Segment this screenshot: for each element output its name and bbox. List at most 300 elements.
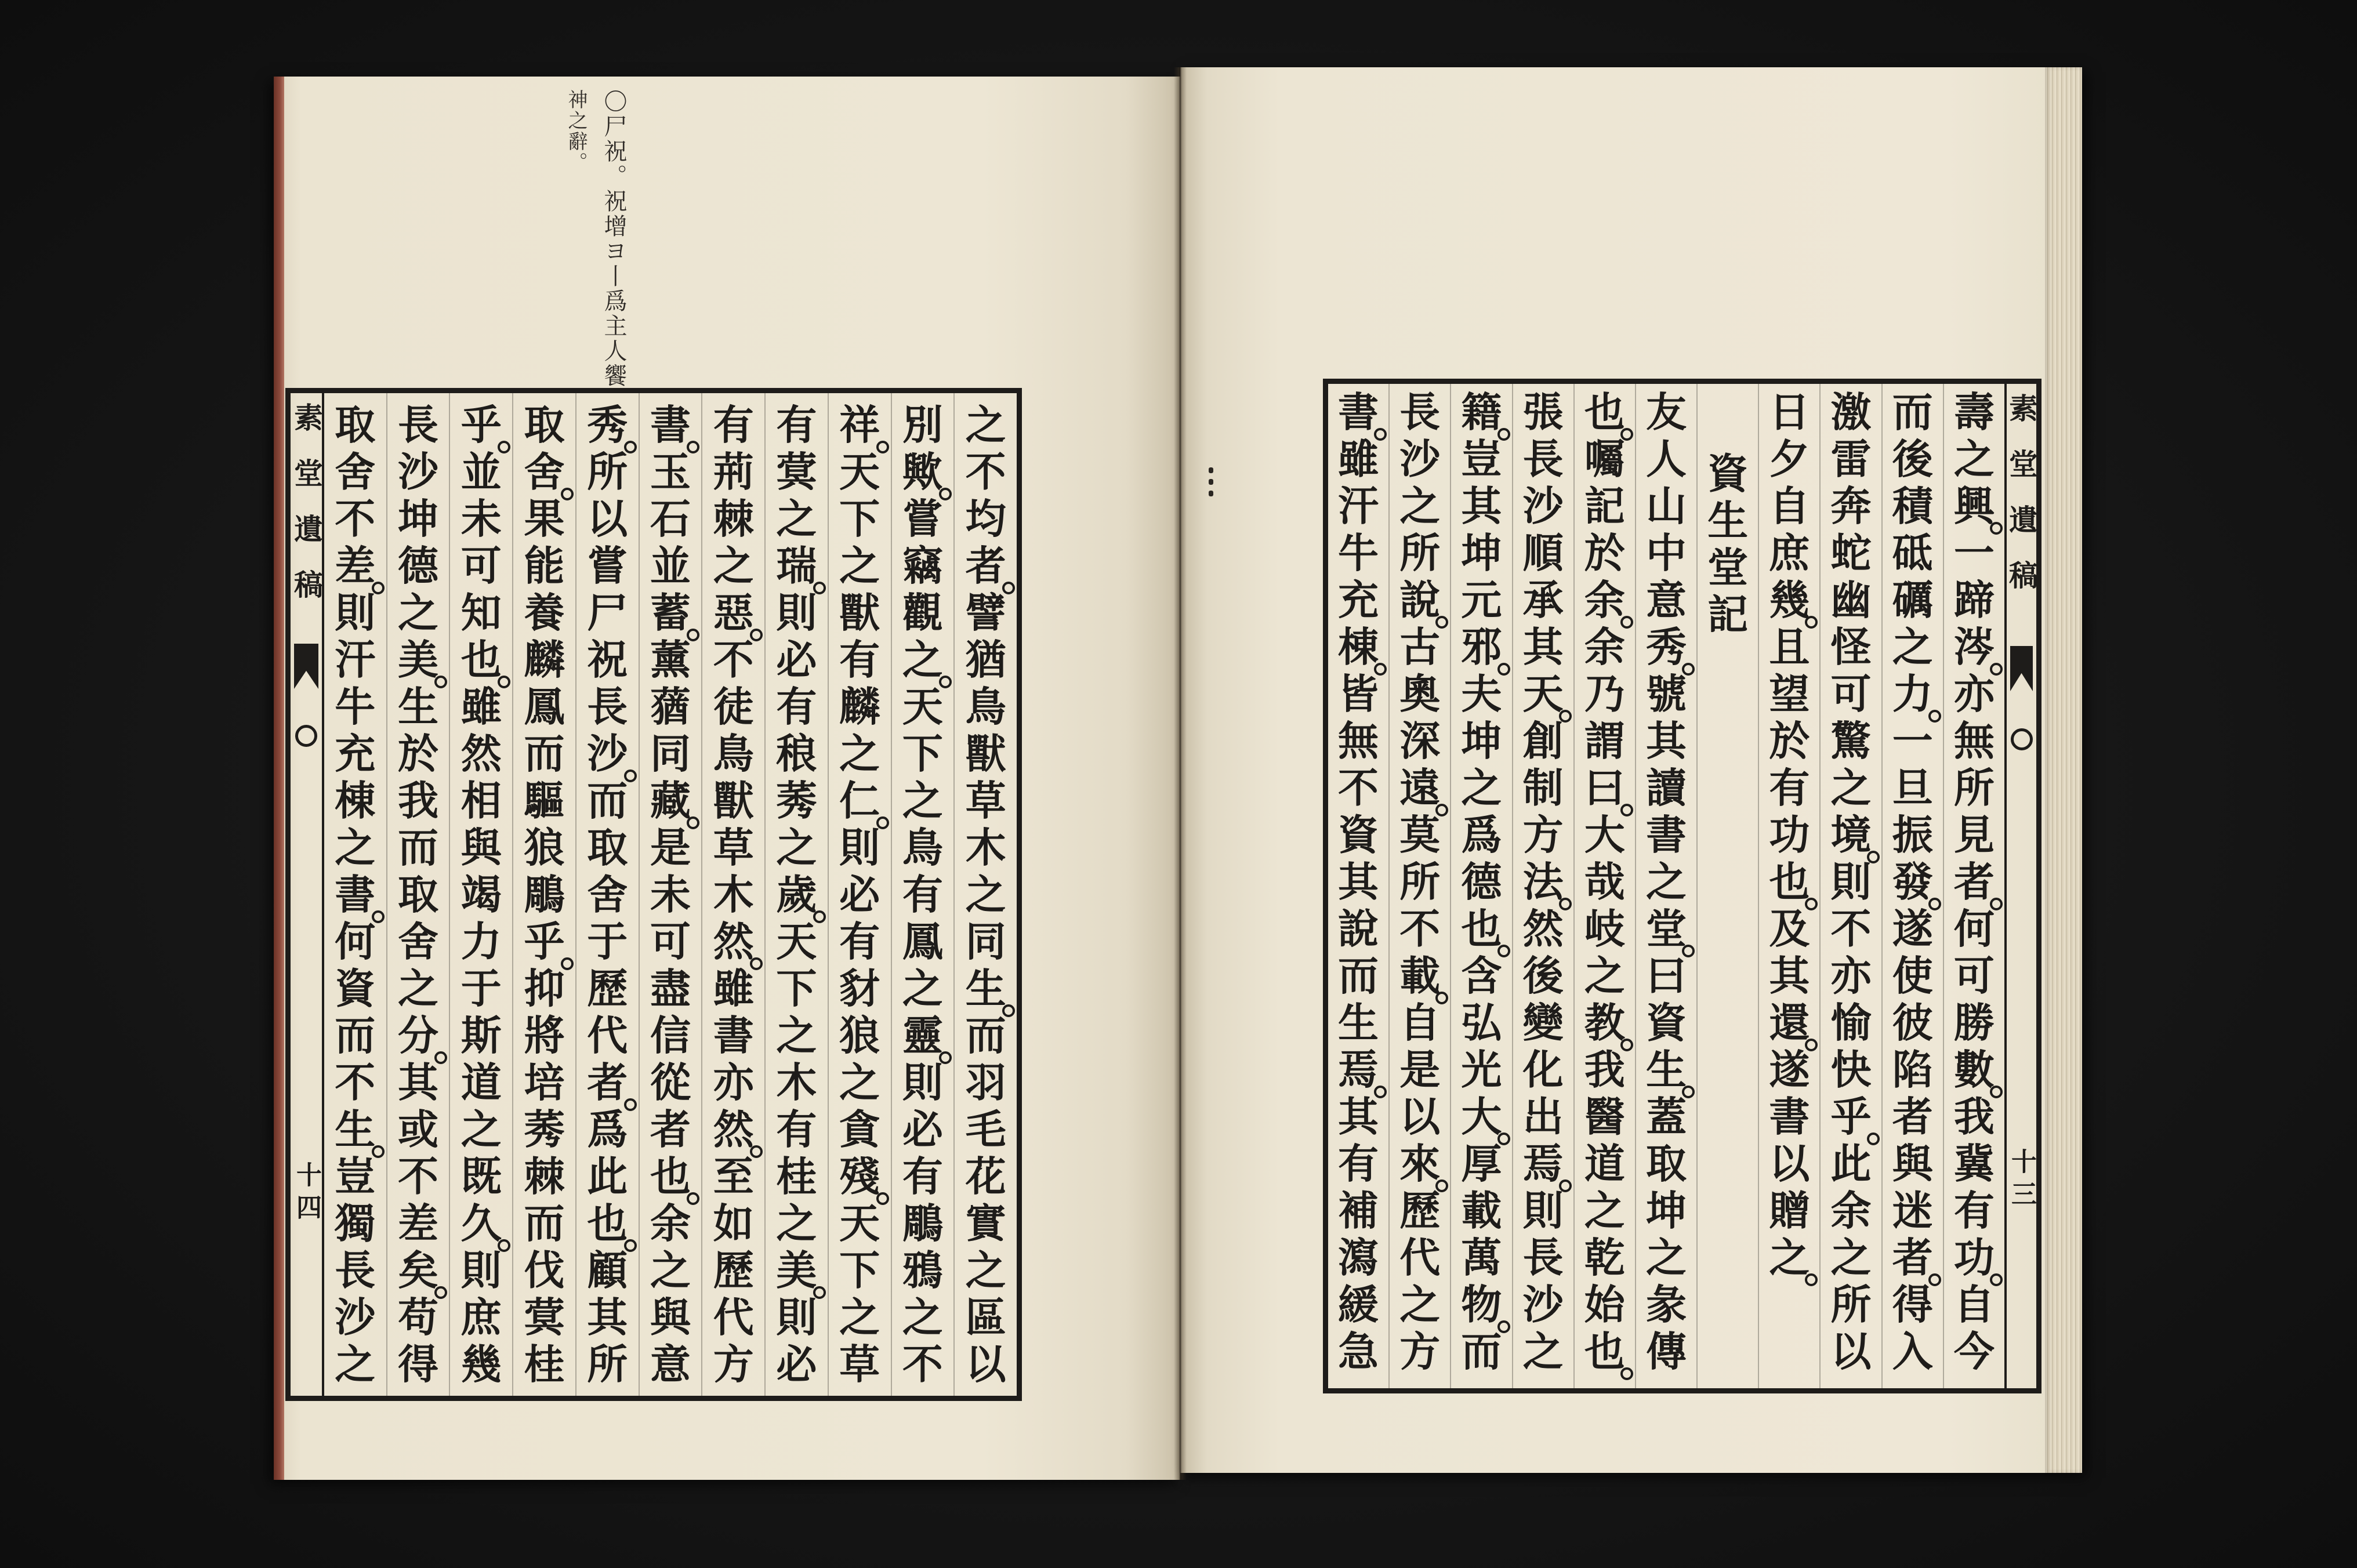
character: 變 xyxy=(1522,999,1564,1047)
character: 必 xyxy=(776,1340,817,1388)
character: 盡 xyxy=(650,964,691,1012)
character: 書 xyxy=(324,871,386,918)
character: 取 xyxy=(587,823,628,872)
character: 德 xyxy=(398,542,439,590)
character: 勝 xyxy=(1953,999,1995,1047)
character: 蹄 xyxy=(1953,576,1995,624)
circle-mark xyxy=(295,725,317,747)
character: 之 xyxy=(965,401,1006,449)
character: 其 xyxy=(1522,623,1564,671)
character: 大 xyxy=(1584,811,1625,859)
character: 于 xyxy=(587,917,628,966)
character: 之 xyxy=(335,1340,376,1388)
text-column xyxy=(764,393,828,1396)
character: 也 xyxy=(450,636,512,683)
character: 以 xyxy=(1830,1327,1872,1375)
character: 望 xyxy=(1769,670,1810,718)
character: 礪 xyxy=(1892,576,1933,624)
character: 鳳 xyxy=(524,683,565,731)
character: 人 xyxy=(1645,435,1687,483)
character: 歲 xyxy=(766,871,828,918)
character: 余 xyxy=(1584,623,1625,671)
character: 載 xyxy=(1461,1186,1502,1235)
character: 惡 xyxy=(702,589,764,636)
text-column xyxy=(1573,384,1635,1388)
character: 資 xyxy=(1707,449,1749,498)
character: 所 xyxy=(1953,764,1995,812)
character: 是 xyxy=(1399,1046,1441,1094)
character: 厚 xyxy=(1461,1139,1502,1188)
character: 之 xyxy=(1399,482,1441,530)
character: 之 xyxy=(1953,435,1995,483)
text-column xyxy=(575,393,639,1396)
character: 記 xyxy=(1584,482,1625,530)
character: 記 xyxy=(1707,590,1749,638)
character: 不 xyxy=(713,636,754,684)
character: 之 xyxy=(1584,952,1625,1000)
character: 之 xyxy=(1759,1234,1819,1281)
character: 信 xyxy=(650,1011,691,1059)
character: 果 xyxy=(524,495,565,543)
character: 以 xyxy=(587,495,628,543)
character: 棘 xyxy=(524,1152,565,1200)
character: 壽 xyxy=(1953,388,1995,436)
character: 此 xyxy=(587,1152,628,1200)
text-column xyxy=(1635,384,1696,1388)
character: 豺 xyxy=(839,964,880,1012)
character: 同 xyxy=(650,729,691,778)
character: 激 xyxy=(1830,388,1872,436)
character: 秀 xyxy=(1636,623,1696,670)
character: 焉 xyxy=(1513,1140,1573,1187)
character: 歷 xyxy=(1399,1186,1441,1235)
character: 書 xyxy=(1645,811,1687,859)
handwritten-annotation-line: 〇尸祝。祝增ヨ丨爲主人饗 xyxy=(600,89,627,389)
character: 亦 xyxy=(713,1058,754,1106)
character: 力 xyxy=(1883,670,1943,717)
character: 而 xyxy=(1338,952,1379,1000)
character: 謂 xyxy=(1584,717,1625,765)
character: 岐 xyxy=(1584,905,1625,953)
character: 沙 xyxy=(1522,482,1564,530)
character: 坤 xyxy=(1645,1186,1687,1235)
character: 乎 xyxy=(450,401,512,448)
character: 竭 xyxy=(460,870,502,919)
character: 獸 xyxy=(965,729,1006,778)
character: 有 xyxy=(1953,1186,1995,1235)
character: 之 xyxy=(1645,1233,1687,1282)
character: 雖 xyxy=(1338,435,1379,483)
character: 大 xyxy=(1451,1093,1511,1140)
character: 鴉 xyxy=(902,1246,943,1294)
character: 蓂 xyxy=(776,448,817,496)
character: 所 xyxy=(587,1340,628,1388)
fold-title: 素堂遺稿 xyxy=(2004,393,2039,616)
character: 曰 xyxy=(1645,952,1687,1000)
character: 天 xyxy=(839,1199,880,1247)
character: 補 xyxy=(1338,1186,1379,1235)
character: 物 xyxy=(1451,1281,1511,1328)
character: 譬 xyxy=(965,589,1006,637)
character: 一 xyxy=(1953,529,1995,577)
character: 且 xyxy=(1769,623,1810,671)
character: 鵰 xyxy=(524,870,565,919)
character: 奧 xyxy=(1399,670,1441,718)
character: 莠 xyxy=(776,776,817,825)
character: 差 xyxy=(398,1199,439,1247)
character: 幾 xyxy=(1759,576,1819,623)
character: 區 xyxy=(965,1293,1006,1341)
character: 生 xyxy=(955,965,1017,1012)
character: 尸 xyxy=(587,589,628,637)
ink-dot xyxy=(1209,467,1213,473)
character: 意 xyxy=(650,1340,691,1388)
character: 者 xyxy=(955,542,1017,589)
character: 然 xyxy=(702,1106,764,1153)
character: 教 xyxy=(1575,999,1635,1046)
character: 後 xyxy=(1522,952,1564,1000)
character: 徒 xyxy=(713,683,754,731)
character: 於 xyxy=(1584,529,1625,577)
character: 舍 xyxy=(587,870,628,919)
character: 將 xyxy=(524,1011,565,1059)
character: 有 xyxy=(713,401,754,449)
character: 有 xyxy=(1769,764,1810,812)
character: 不 xyxy=(902,1340,943,1388)
character: 生 xyxy=(1338,999,1379,1047)
character: 豈 xyxy=(1461,435,1502,483)
character: 美 xyxy=(387,636,449,683)
character: 薰 xyxy=(650,636,691,684)
character: 瀉 xyxy=(1338,1233,1379,1282)
character: 則 xyxy=(1522,1186,1564,1235)
character: 讀 xyxy=(1645,764,1687,812)
character: 取 xyxy=(398,870,439,919)
circle-mark xyxy=(2011,728,2033,750)
character: 同 xyxy=(965,917,1006,966)
text-frame xyxy=(285,388,1022,1401)
character: 之 xyxy=(713,542,754,590)
character: 傳 xyxy=(1645,1327,1687,1375)
text-columns xyxy=(324,393,1017,1396)
character: 余 xyxy=(1575,576,1635,623)
ink-dot xyxy=(1209,479,1213,485)
character: 長 xyxy=(1522,1233,1564,1282)
character: 于 xyxy=(460,964,502,1012)
character: 還 xyxy=(1759,999,1819,1046)
character: 取 xyxy=(335,401,376,449)
character: 能 xyxy=(524,542,565,590)
character: 棟 xyxy=(335,776,376,825)
character: 此 xyxy=(1830,1139,1872,1188)
character: 書 xyxy=(713,1011,754,1059)
character: 振 xyxy=(1892,811,1933,859)
character: 涔 xyxy=(1944,623,2004,670)
character: 境 xyxy=(1821,811,1881,858)
handwritten-annotation-line: 神之辭。 xyxy=(564,89,588,173)
character: 彖 xyxy=(1645,1280,1687,1329)
character: 牛 xyxy=(1338,529,1379,577)
text-columns xyxy=(1328,384,2004,1388)
character: 沙 xyxy=(398,448,439,496)
character: 嘗 xyxy=(902,495,943,543)
character: 之 xyxy=(776,823,817,872)
character: 也 xyxy=(576,1200,639,1247)
character: 自 xyxy=(1769,482,1810,530)
character: 如 xyxy=(713,1199,754,1247)
character: 驅 xyxy=(524,776,565,825)
character: 一 xyxy=(1892,717,1933,765)
character: 之 xyxy=(1645,858,1687,906)
character: 瑞 xyxy=(766,542,828,589)
character: 稂 xyxy=(776,729,817,778)
character: 始 xyxy=(1584,1280,1625,1329)
character: 入 xyxy=(1892,1327,1933,1375)
book-gutter xyxy=(1174,67,1187,1480)
character: 我 xyxy=(1584,1046,1625,1094)
fold-margin xyxy=(2004,384,2039,1388)
character: 不 xyxy=(398,1152,439,1200)
character: 獸 xyxy=(839,589,880,637)
character: 冀 xyxy=(1953,1139,1995,1188)
character: 力 xyxy=(460,917,502,966)
character: 天 xyxy=(839,448,880,496)
character: 有 xyxy=(902,870,943,919)
character: 取 xyxy=(524,401,565,449)
character: 藏 xyxy=(640,777,702,824)
character: 爲 xyxy=(1461,811,1502,859)
character: 下 xyxy=(839,495,880,543)
character: 生 xyxy=(398,683,439,731)
fold-margin xyxy=(291,393,324,1396)
character: 之 xyxy=(776,495,817,543)
character: 不 xyxy=(335,495,376,543)
character: 其 xyxy=(1769,952,1810,1000)
character: 書 xyxy=(1769,1092,1810,1141)
character: 之 xyxy=(1892,623,1933,671)
character: 充 xyxy=(335,729,376,778)
character: 然 xyxy=(702,918,764,965)
character: 之 xyxy=(398,964,439,1012)
character: 而 xyxy=(524,1199,565,1247)
character: 之 xyxy=(1584,1186,1625,1235)
character: 獸 xyxy=(713,776,754,825)
character: 蕕 xyxy=(650,683,691,731)
character: 道 xyxy=(1584,1139,1625,1188)
character: 之 xyxy=(839,1293,880,1341)
character: 抑 xyxy=(524,964,565,1012)
character: 矣 xyxy=(387,1247,449,1294)
character: 及 xyxy=(1769,905,1810,953)
character: 夫 xyxy=(1461,670,1502,718)
character: 從 xyxy=(650,1058,691,1106)
character: 汗 xyxy=(335,636,376,684)
character: 培 xyxy=(524,1058,565,1106)
character: 方 xyxy=(1399,1327,1441,1375)
character: 乎 xyxy=(1821,1093,1881,1140)
character: 有 xyxy=(1338,1139,1379,1188)
character: 舍 xyxy=(513,448,575,495)
character: 不 xyxy=(1830,905,1872,953)
character: 狼 xyxy=(524,823,565,872)
character: 必 xyxy=(902,1105,943,1153)
character: 與 xyxy=(460,823,502,872)
character: 均 xyxy=(965,495,1006,543)
character: 有 xyxy=(839,636,880,684)
character: 麟 xyxy=(839,683,880,731)
character: 得 xyxy=(1892,1280,1933,1329)
character: 堂 xyxy=(1636,905,1696,952)
character: 坤 xyxy=(398,495,439,543)
character: 草 xyxy=(839,1340,880,1388)
character: 砥 xyxy=(1892,529,1933,577)
character: 所 xyxy=(1830,1280,1872,1329)
text-column xyxy=(953,393,1017,1396)
character: 余 xyxy=(650,1199,691,1247)
character: 觀 xyxy=(902,589,943,637)
character: 有 xyxy=(776,1105,817,1153)
character: 有 xyxy=(839,917,880,966)
character: 者 xyxy=(576,1059,639,1106)
character: 之 xyxy=(650,1246,691,1294)
character: 道 xyxy=(460,1058,502,1106)
character: 其 xyxy=(1338,1092,1379,1141)
text-column xyxy=(1450,384,1511,1388)
character: 者 xyxy=(1892,1092,1933,1141)
character: 麟 xyxy=(524,636,565,684)
character: 實 xyxy=(965,1199,1006,1247)
character: 之 xyxy=(902,776,943,825)
character: 興 xyxy=(1944,482,2004,529)
character: 雖 xyxy=(713,964,754,1012)
character: 之 xyxy=(1830,1233,1872,1282)
character: 牛 xyxy=(335,683,376,731)
character: 得 xyxy=(398,1340,439,1388)
punctuation-mark xyxy=(1620,1367,1633,1380)
character: 贈 xyxy=(1769,1186,1810,1235)
character: 所 xyxy=(587,448,628,496)
character: 張 xyxy=(1522,388,1564,436)
character: 自 xyxy=(1399,999,1441,1047)
character: 則 xyxy=(776,1293,817,1341)
character: 而 xyxy=(335,1011,376,1059)
ink-mark xyxy=(1207,467,1215,498)
character: 遂 xyxy=(1769,1046,1810,1094)
text-column xyxy=(1819,384,1881,1388)
character: 中 xyxy=(1645,529,1687,577)
character: 快 xyxy=(1830,1046,1872,1094)
character: 鳥 xyxy=(902,823,943,872)
text-column xyxy=(1758,384,1819,1388)
character: 雷 xyxy=(1830,435,1872,483)
character: 美 xyxy=(766,1247,828,1294)
text-column xyxy=(386,393,449,1396)
character: 苟 xyxy=(398,1293,439,1341)
character: 也 xyxy=(1759,858,1819,905)
character: 必 xyxy=(839,870,880,919)
character: 其 xyxy=(587,1293,628,1341)
character: 是 xyxy=(650,823,691,872)
character: 長 xyxy=(587,683,628,731)
character: 之 xyxy=(965,1246,1006,1294)
character: 可 xyxy=(650,917,691,966)
character: 緩 xyxy=(1338,1280,1379,1329)
cover-edge xyxy=(274,77,284,1480)
character: 方 xyxy=(713,1340,754,1388)
section-title xyxy=(1696,384,1758,1388)
character: 庶 xyxy=(460,1293,502,1341)
character: 急 xyxy=(1338,1327,1379,1375)
character: 歷 xyxy=(713,1246,754,1294)
character: 功 xyxy=(1944,1234,2004,1281)
character: 其 xyxy=(398,1058,439,1106)
character: 然 xyxy=(460,729,502,778)
character: 可 xyxy=(1953,952,1995,1000)
character: 夕 xyxy=(1769,435,1810,483)
character: 既 xyxy=(460,1152,502,1200)
character: 光 xyxy=(1461,1046,1502,1094)
character: 代 xyxy=(1399,1233,1441,1282)
text-column xyxy=(324,393,386,1396)
character: 別 xyxy=(902,401,943,449)
character: 殘 xyxy=(829,1153,891,1200)
character: 者 xyxy=(1883,1234,1943,1281)
character: 天 xyxy=(776,917,817,966)
character: 其 xyxy=(1338,858,1379,906)
character: 可 xyxy=(460,542,502,590)
character: 也 xyxy=(1575,389,1635,435)
character: 自 xyxy=(1953,1280,1995,1329)
text-column xyxy=(1943,384,2004,1388)
character: 制 xyxy=(1522,764,1564,812)
character: 而 xyxy=(1461,1327,1502,1375)
character: 焉 xyxy=(1328,1046,1388,1093)
character: 木 xyxy=(776,1058,817,1106)
character: 山 xyxy=(1645,482,1687,530)
character: 蓄 xyxy=(640,589,702,636)
character: 竊 xyxy=(902,542,943,590)
character: 亦 xyxy=(1830,952,1872,1000)
character: 資 xyxy=(335,964,376,1012)
character: 可 xyxy=(1830,670,1872,718)
fish-tail-mark xyxy=(2010,646,2033,691)
page-number: 十四 xyxy=(292,1162,321,1226)
character: 與 xyxy=(1892,1139,1933,1188)
character: 蓋 xyxy=(1645,1092,1687,1141)
fish-tail-mark xyxy=(294,644,318,689)
character: 者 xyxy=(1944,858,2004,905)
character: 獨 xyxy=(335,1199,376,1247)
character: 使 xyxy=(1892,952,1933,1000)
character: 德 xyxy=(1461,858,1502,906)
character: 不 xyxy=(335,1058,376,1106)
character: 之 xyxy=(1830,764,1872,812)
character: 坤 xyxy=(1461,717,1502,765)
character: 則 xyxy=(776,589,817,637)
character: 醫 xyxy=(1584,1092,1625,1141)
character: 曰 xyxy=(1575,764,1635,811)
character: 天 xyxy=(1513,670,1573,717)
character: 余 xyxy=(1830,1186,1872,1235)
character: 鳥 xyxy=(713,729,754,778)
character: 彼 xyxy=(1892,999,1933,1047)
character: 功 xyxy=(1769,811,1810,859)
character: 未 xyxy=(650,870,691,919)
character: 差 xyxy=(324,542,386,589)
character: 取 xyxy=(1645,1139,1687,1188)
character: 顧 xyxy=(587,1246,628,1294)
character: 祥 xyxy=(829,401,891,448)
